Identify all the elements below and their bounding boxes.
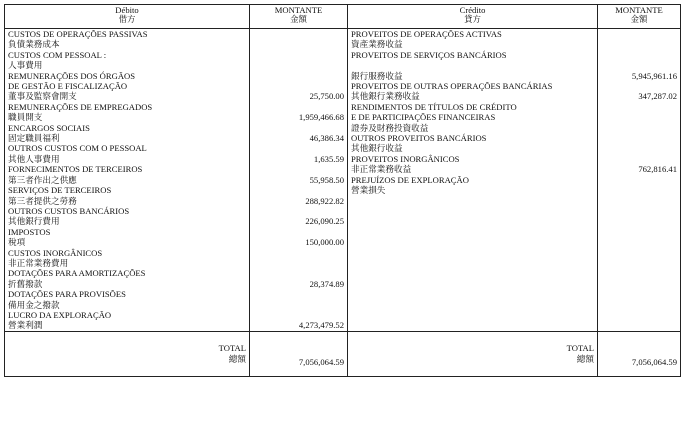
credit-header (348, 5, 598, 29)
credit-line-text: PROVEITOS INORGÂNICOS (348, 154, 598, 164)
credit-amount-header-zh: 金額 (630, 15, 648, 25)
debit-line-amount (250, 268, 348, 278)
credit-line-text (348, 237, 598, 247)
debit-line-amount: 28,374.89 (250, 279, 348, 289)
ledger-row (5, 310, 681, 320)
credit-line-text: E DE PARTICIPAÇÕES FINANCEIRAS (348, 112, 598, 122)
debit-line-text: CUSTOS DE OPERAÇÕES PASSIVAS (5, 29, 250, 40)
debit-line-amount (250, 81, 348, 91)
ledger-row (5, 91, 681, 101)
credit-line-text: 銀行服務收益 (348, 71, 598, 81)
credit-line-amount (598, 39, 681, 49)
debit-line-text: 固定職員福利 (5, 133, 250, 143)
debit-line-amount (250, 227, 348, 237)
debit-line-text: 營業利潤 (5, 320, 250, 331)
ledger-row (5, 102, 681, 112)
debit-line-amount (250, 50, 348, 60)
ledger-row (5, 39, 681, 49)
credit-line-amount (598, 206, 681, 216)
debit-line-text: IMPOSTOS (5, 227, 250, 237)
debit-line-amount: 150,000.00 (250, 237, 348, 247)
credit-line-text (348, 196, 598, 206)
debit-line-amount (250, 164, 348, 174)
ledger-row (5, 123, 681, 133)
debit-line-text: 備用金之撥款 (5, 300, 250, 310)
debit-line-text: 人事費用 (5, 60, 250, 70)
debit-line-text: 負債業務成本 (5, 39, 250, 49)
ledger-row (5, 50, 681, 60)
credit-line-text: 證券及財務投資收益 (348, 123, 598, 133)
ledger-row (5, 196, 681, 206)
debit-total-label-pt: TOTAL (218, 343, 246, 354)
debit-line-text: 折舊撥款 (5, 279, 250, 289)
ledger-row (5, 164, 681, 174)
debit-amount-header (250, 5, 348, 29)
credit-line-text (348, 320, 598, 331)
credit-header-zh: 貸方 (464, 15, 481, 25)
ledger-row (5, 81, 681, 91)
credit-line-amount (598, 320, 681, 331)
credit-line-amount (598, 81, 681, 91)
debit-line-amount: 55,958.50 (250, 175, 348, 185)
credit-line-text: 資產業務收益 (348, 39, 598, 49)
credit-header-pt: Crédito (459, 5, 486, 15)
ledger-row (5, 29, 681, 40)
credit-line-amount (598, 196, 681, 206)
credit-line-text (348, 206, 598, 216)
credit-line-amount: 762,816.41 (598, 164, 681, 174)
credit-line-amount (598, 29, 681, 40)
credit-line-amount (598, 143, 681, 153)
ledger-row (5, 279, 681, 289)
credit-line-amount (598, 60, 681, 70)
debit-line-amount (250, 29, 348, 40)
credit-total-label-pt: TOTAL (566, 343, 594, 354)
debit-line-text: 第三者作出之供應 (5, 175, 250, 185)
credit-line-text (348, 60, 598, 70)
credit-line-amount (598, 237, 681, 247)
debit-line-text: 第三者提供之勞務 (5, 196, 250, 206)
debit-total-label-zh: 總額 (228, 353, 246, 364)
debit-line-amount (250, 102, 348, 112)
debit-line-text: ENCARGOS SOCIAIS (5, 123, 250, 133)
ledger-row (5, 258, 681, 268)
ledger-row (5, 216, 681, 226)
debit-line-text: 其他銀行費用 (5, 216, 250, 226)
credit-total-label (348, 331, 598, 376)
debit-line-text: CUSTOS COM PESSOAL : (5, 50, 250, 60)
credit-line-amount (598, 279, 681, 289)
debit-line-text: DE GESTÃO E FISCALIZAÇÃO (5, 81, 250, 91)
ledger-row (5, 320, 681, 331)
ledger-row (5, 154, 681, 164)
credit-line-amount (598, 300, 681, 310)
ledger-row (5, 60, 681, 70)
credit-line-amount (598, 289, 681, 299)
debit-line-text: 董事及監察會開支 (5, 91, 250, 101)
credit-line-text (348, 279, 598, 289)
credit-total-value: 7,056,064.59 (598, 331, 681, 376)
credit-line-text: 其他銀行業務收益 (348, 91, 598, 101)
credit-line-amount (598, 258, 681, 268)
credit-line-amount (598, 248, 681, 258)
debit-line-amount (250, 185, 348, 195)
credit-line-amount: 5,945,961.16 (598, 71, 681, 81)
credit-line-amount (598, 133, 681, 143)
debit-line-amount (250, 143, 348, 153)
debit-line-text: SERVIÇOS DE TERCEIROS (5, 185, 250, 195)
credit-line-amount (598, 175, 681, 185)
credit-line-amount (598, 227, 681, 237)
credit-line-text (348, 248, 598, 258)
debit-line-text: 非正常業務費用 (5, 258, 250, 268)
debit-line-amount: 25,750.00 (250, 91, 348, 101)
credit-line-amount: 347,287.02 (598, 91, 681, 101)
ledger-row (5, 112, 681, 122)
ledger-row (5, 143, 681, 153)
debit-line-amount (250, 71, 348, 81)
debit-line-amount (250, 289, 348, 299)
credit-line-amount (598, 268, 681, 278)
total-row (5, 331, 681, 376)
debit-line-amount (250, 39, 348, 49)
debit-line-amount: 46,386.34 (250, 133, 348, 143)
debit-line-amount: 1,959,466.68 (250, 112, 348, 122)
debit-total-value: 7,056,064.59 (250, 331, 348, 376)
credit-line-text (348, 310, 598, 320)
debit-amount-header-zh: 金額 (290, 15, 307, 25)
credit-line-amount (598, 123, 681, 133)
debit-line-amount: 4,273,479.52 (250, 320, 348, 331)
credit-line-text (348, 289, 598, 299)
debit-total-label (5, 331, 250, 376)
credit-amount-header-pt: MONTANTE (615, 5, 663, 15)
ledger-row (5, 175, 681, 185)
debit-header (5, 5, 250, 29)
credit-line-text: PROVEITOS DE OPERAÇÕES ACTIVAS (348, 29, 598, 40)
debit-line-text: DOTAÇÕES PARA AMORTIZAÇÕES (5, 268, 250, 278)
debit-line-amount (250, 300, 348, 310)
credit-line-text: PROVEITOS DE OUTRAS OPERAÇÕES BANCÁRIAS (348, 81, 598, 91)
credit-amount-header (598, 5, 681, 29)
debit-line-text: 其他人事費用 (5, 154, 250, 164)
credit-line-amount (598, 310, 681, 320)
debit-line-text: CUSTOS INORGÂNICOS (5, 248, 250, 258)
debit-line-text: OUTROS CUSTOS BANCÁRIOS (5, 206, 250, 216)
credit-total-label-zh: 總額 (576, 353, 594, 364)
debit-line-amount: 288,922.82 (250, 196, 348, 206)
ledger-row (5, 206, 681, 216)
ledger-row (5, 227, 681, 237)
credit-line-amount (598, 102, 681, 112)
debit-line-text: 職員開支 (5, 112, 250, 122)
credit-line-text (348, 216, 598, 226)
debit-line-amount (250, 206, 348, 216)
ledger-row (5, 300, 681, 310)
ledger-row (5, 237, 681, 247)
ledger-table (4, 4, 681, 377)
debit-line-text: REMUNERAÇÕES DE EMPREGADOS (5, 102, 250, 112)
credit-line-amount (598, 50, 681, 60)
debit-line-text: 稅項 (5, 237, 250, 247)
debit-line-amount: 226,090.25 (250, 216, 348, 226)
credit-line-amount (598, 112, 681, 122)
credit-line-text: 其他銀行收益 (348, 143, 598, 153)
debit-header-pt: Débito (115, 5, 139, 15)
credit-line-text: 營業損失 (348, 185, 598, 195)
credit-line-text: OUTROS PROVEITOS BANCÁRIOS (348, 133, 598, 143)
credit-line-text (348, 258, 598, 268)
ledger-row (5, 133, 681, 143)
ledger-body (5, 29, 681, 332)
debit-line-amount: 1,635.59 (250, 154, 348, 164)
credit-line-text: PREJUÍZOS DE EXPLORAÇÃO (348, 175, 598, 185)
ledger-row (5, 289, 681, 299)
credit-line-amount (598, 216, 681, 226)
debit-line-amount (250, 60, 348, 70)
debit-line-amount (250, 310, 348, 320)
debit-header-zh: 借方 (118, 15, 136, 25)
debit-amount-header-pt: MONTANTE (274, 5, 323, 15)
credit-line-amount (598, 154, 681, 164)
debit-line-text: OUTROS CUSTOS COM O PESSOAL (5, 143, 250, 153)
credit-line-text: PROVEITOS DE SERVIÇOS BANCÁRIOS (348, 50, 598, 60)
debit-line-text: REMUNERAÇÕES DOS ÓRGÃOS (5, 71, 250, 81)
credit-line-text (348, 227, 598, 237)
debit-line-text: DOTAÇÕES PARA PROVISÕES (5, 289, 250, 299)
debit-line-amount (250, 248, 348, 258)
credit-line-text (348, 268, 598, 278)
debit-line-amount (250, 258, 348, 268)
header-row (5, 5, 681, 29)
ledger-row (5, 248, 681, 258)
credit-line-text: 非正常業務收益 (348, 164, 598, 174)
debit-line-amount (250, 123, 348, 133)
credit-line-text: RENDIMENTOS DE TÍTULOS DE CRÉDITO (348, 102, 598, 112)
debit-line-text: FORNECIMENTOS DE TERCEIROS (5, 164, 250, 174)
debit-line-text: LUCRO DA EXPLORAÇÃO (5, 310, 250, 320)
credit-line-text (348, 300, 598, 310)
credit-line-amount (598, 185, 681, 195)
ledger-row (5, 185, 681, 195)
ledger-row (5, 71, 681, 81)
ledger-row (5, 268, 681, 278)
